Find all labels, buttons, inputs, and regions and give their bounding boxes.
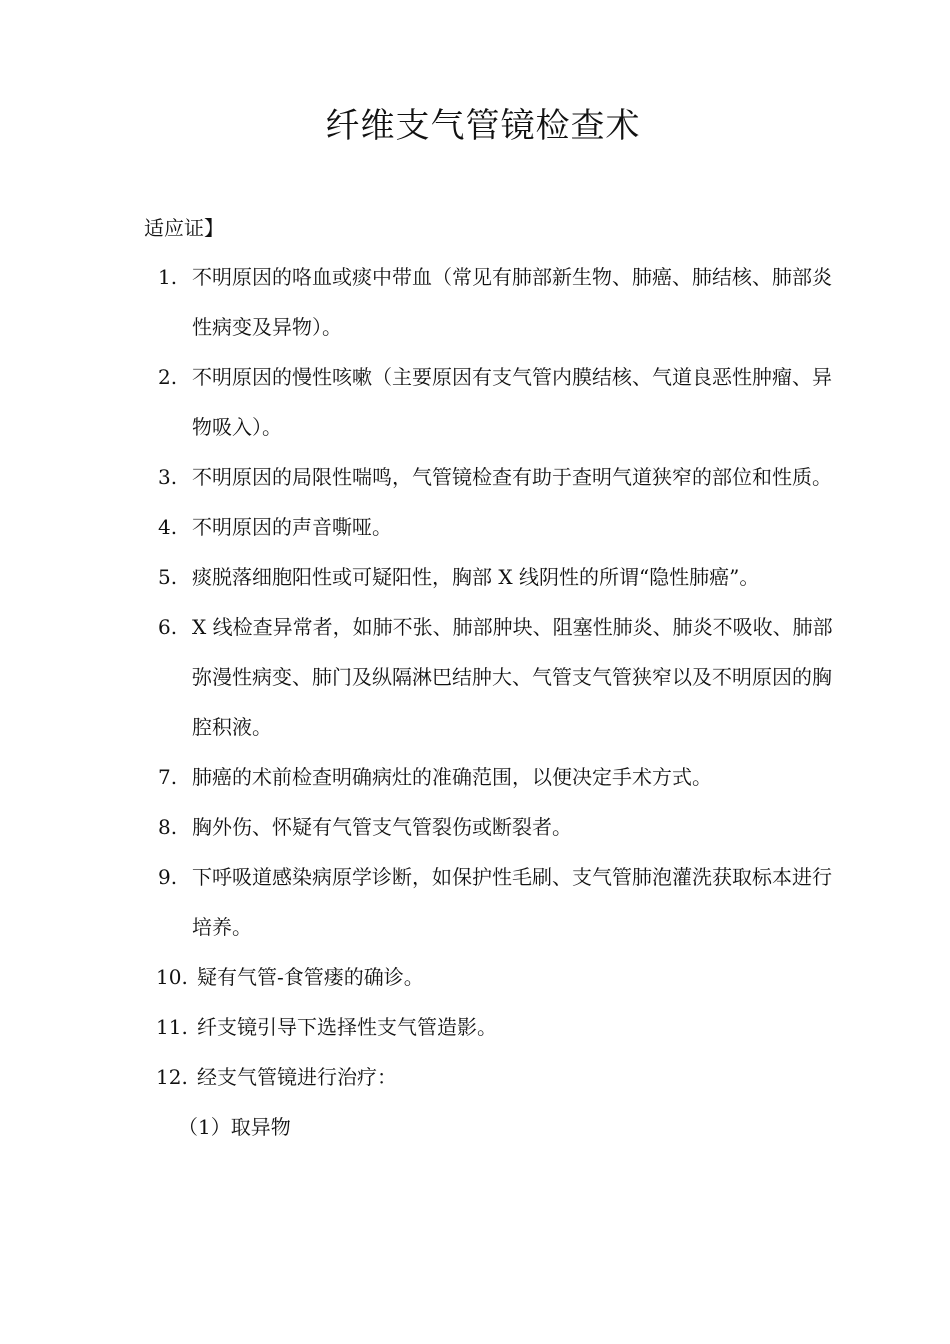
list-item bbox=[0, 752, 950, 802]
list-item-text: 疑有气管-食管瘘的确诊。 bbox=[197, 965, 424, 989]
list-item bbox=[0, 352, 950, 452]
list-item-number: 11. bbox=[156, 1015, 188, 1039]
list-item-number: 12. bbox=[156, 1065, 188, 1089]
list-item bbox=[0, 952, 950, 1002]
list-item-number: 1. bbox=[158, 265, 178, 289]
list-item-text: 胸外伤、怀疑有气管支气管裂伤或断裂者。 bbox=[192, 815, 572, 839]
list-item-number: 9. bbox=[158, 865, 178, 889]
list-item bbox=[0, 1002, 950, 1052]
list-item bbox=[0, 802, 950, 852]
section-label-indications: 适应证】 bbox=[144, 216, 224, 240]
list-item-text: 不明原因的咯血或痰中带血（常见有肺部新生物、肺癌、肺结核、肺部炎性病变及异物）。 bbox=[192, 265, 832, 339]
list-item-text: 纤支镜引导下选择性支气管造影。 bbox=[197, 1015, 497, 1039]
list-item bbox=[0, 252, 950, 352]
list-item-number: 6. bbox=[158, 615, 178, 639]
list-item-number: 7. bbox=[158, 765, 178, 789]
sub-list-item: （1）取异物 bbox=[178, 1115, 291, 1139]
list-item-number: 2. bbox=[158, 365, 178, 389]
list-item-number: 4. bbox=[158, 515, 178, 539]
list-item-number: 3. bbox=[158, 465, 178, 489]
list-item-text: 痰脱落细胞阳性或可疑阳性，胸部 X 线阴性的所谓“隐性肺癌”。 bbox=[192, 565, 760, 589]
list-item-number: 5. bbox=[158, 565, 178, 589]
list-item bbox=[0, 852, 950, 952]
document-title: 纤维支气管镜检查术 bbox=[325, 106, 641, 146]
list-item-text: 肺癌的术前检查明确病灶的准确范围，以便决定手术方式。 bbox=[192, 765, 712, 789]
list-item-text: 不明原因的局限性喘鸣，气管镜检查有助于查明气道狭窄的部位和性质。 bbox=[192, 465, 832, 489]
indications-list bbox=[0, 252, 950, 1152]
list-item-text: X 线检查异常者，如肺不张、肺部肿块、阻塞性肺炎、肺炎不吸收、肺部弥漫性病变、肺门及纵隔淋巴结肿大、气管支气管狭窄以及不明原因的胸腔积液。 bbox=[192, 615, 833, 739]
list-item bbox=[0, 602, 950, 752]
list-item-number: 8. bbox=[158, 815, 178, 839]
list-item bbox=[0, 1052, 950, 1102]
list-item-number: 10. bbox=[156, 965, 188, 989]
list-item bbox=[0, 452, 950, 502]
list-item bbox=[0, 502, 950, 552]
list-item-text: 下呼吸道感染病原学诊断，如保护性毛刷、支气管肺泡灌洗获取标本进行培养。 bbox=[192, 865, 832, 939]
list-item-text: 不明原因的声音嘶哑。 bbox=[192, 515, 392, 539]
list-item bbox=[0, 552, 950, 602]
list-item-text: 不明原因的慢性咳嗽（主要原因有支气管内膜结核、气道良恶性肿瘤、异物吸入）。 bbox=[192, 365, 832, 439]
list-item-text: 经支气管镜进行治疗： bbox=[197, 1065, 397, 1089]
